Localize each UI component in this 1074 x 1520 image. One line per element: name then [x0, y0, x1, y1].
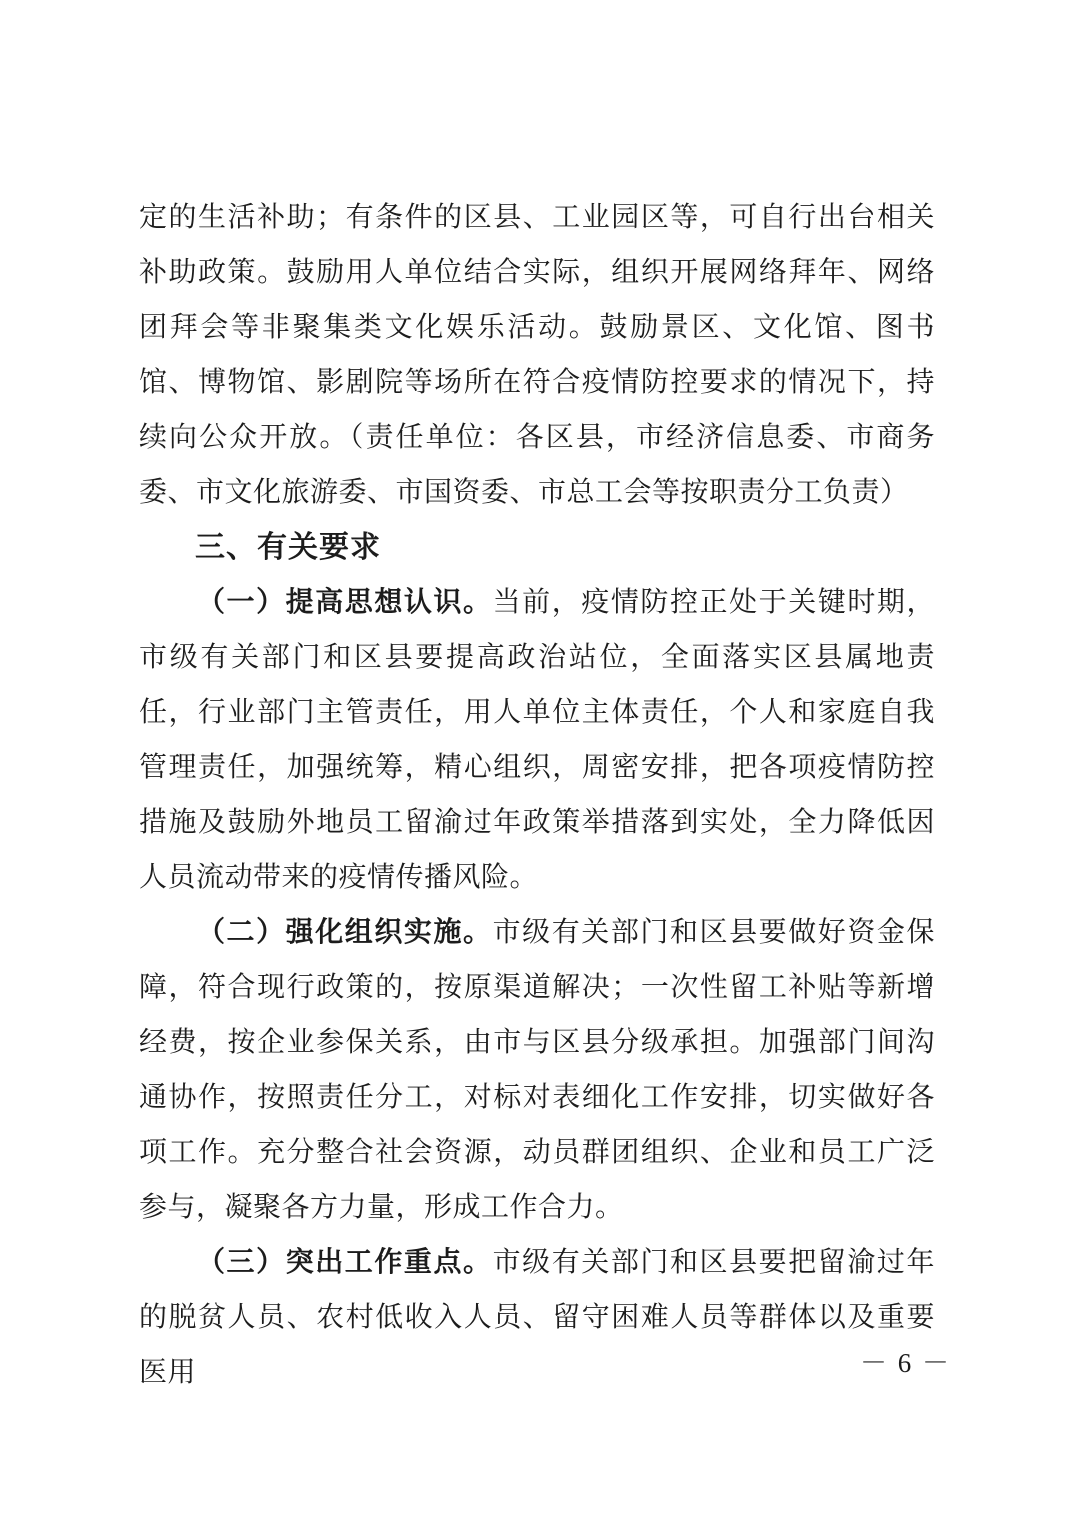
paragraph-item-3 — [139, 1235, 935, 1400]
paragraph-item-2 — [139, 905, 935, 1235]
paragraph-item-1 — [139, 575, 935, 905]
section-heading: 三、有关要求 — [195, 531, 381, 564]
item-1-body: 当前，疫情防控正处于关键时期，市级有关部门和区县要提高政治站位，全面落实区县属地责任，行业部门主管责任，用人单位主体责任，个人和家庭自我管理责任，加强统筹，精心组织，周密安排，把各项疫情防控措施及鼓励外地员工留渝过年政策举措落到实处，全力降低因人员流动带来的疫情传播风险。 — [139, 587, 935, 893]
item-3-lead: （三）突出工作重点。 — [197, 1247, 493, 1278]
item-1-lead: （一）提高思想认识。 — [197, 587, 493, 618]
item-2-body: 市级有关部门和区县要做好资金保障，符合现行政策的，按原渠道解决；一次性留工补贴等新增经费，按企业参保关系，由市与区县分级承担。加强部门间沟通协作，按照责任分工，对标对表细化工作安排，切实做好各项工作。充分整合社会资源，动员群团组织、企业和员工广泛参与，凝聚各方力量，形成工作合力。 — [139, 917, 935, 1223]
paragraph-continuation: 定的生活补助；有条件的区县、工业园区等，可自行出台相关补助政策。鼓励用人单位结合实际，组织开展网络拜年、网络团拜会等非聚集类文化娱乐活动。鼓励景区、文化馆、图书馆、博物馆、影剧院等场所在符合疫情防控要求的情况下，持续向公众开放。（责任单位：各区县，市经济信息委、市商务委、市文化旅游委、市国资委、市总工会等按职责分工负责） — [139, 202, 935, 508]
page-number: － 6 － — [860, 1348, 951, 1378]
item-3-body: 市级有关部门和区县要把留渝过年的脱贫人员、农村低收入人员、留守困难人员等群体以及重要医用 — [139, 1247, 935, 1388]
document-content — [139, 190, 935, 1400]
item-2-lead: （二）强化组织实施。 — [197, 917, 493, 948]
